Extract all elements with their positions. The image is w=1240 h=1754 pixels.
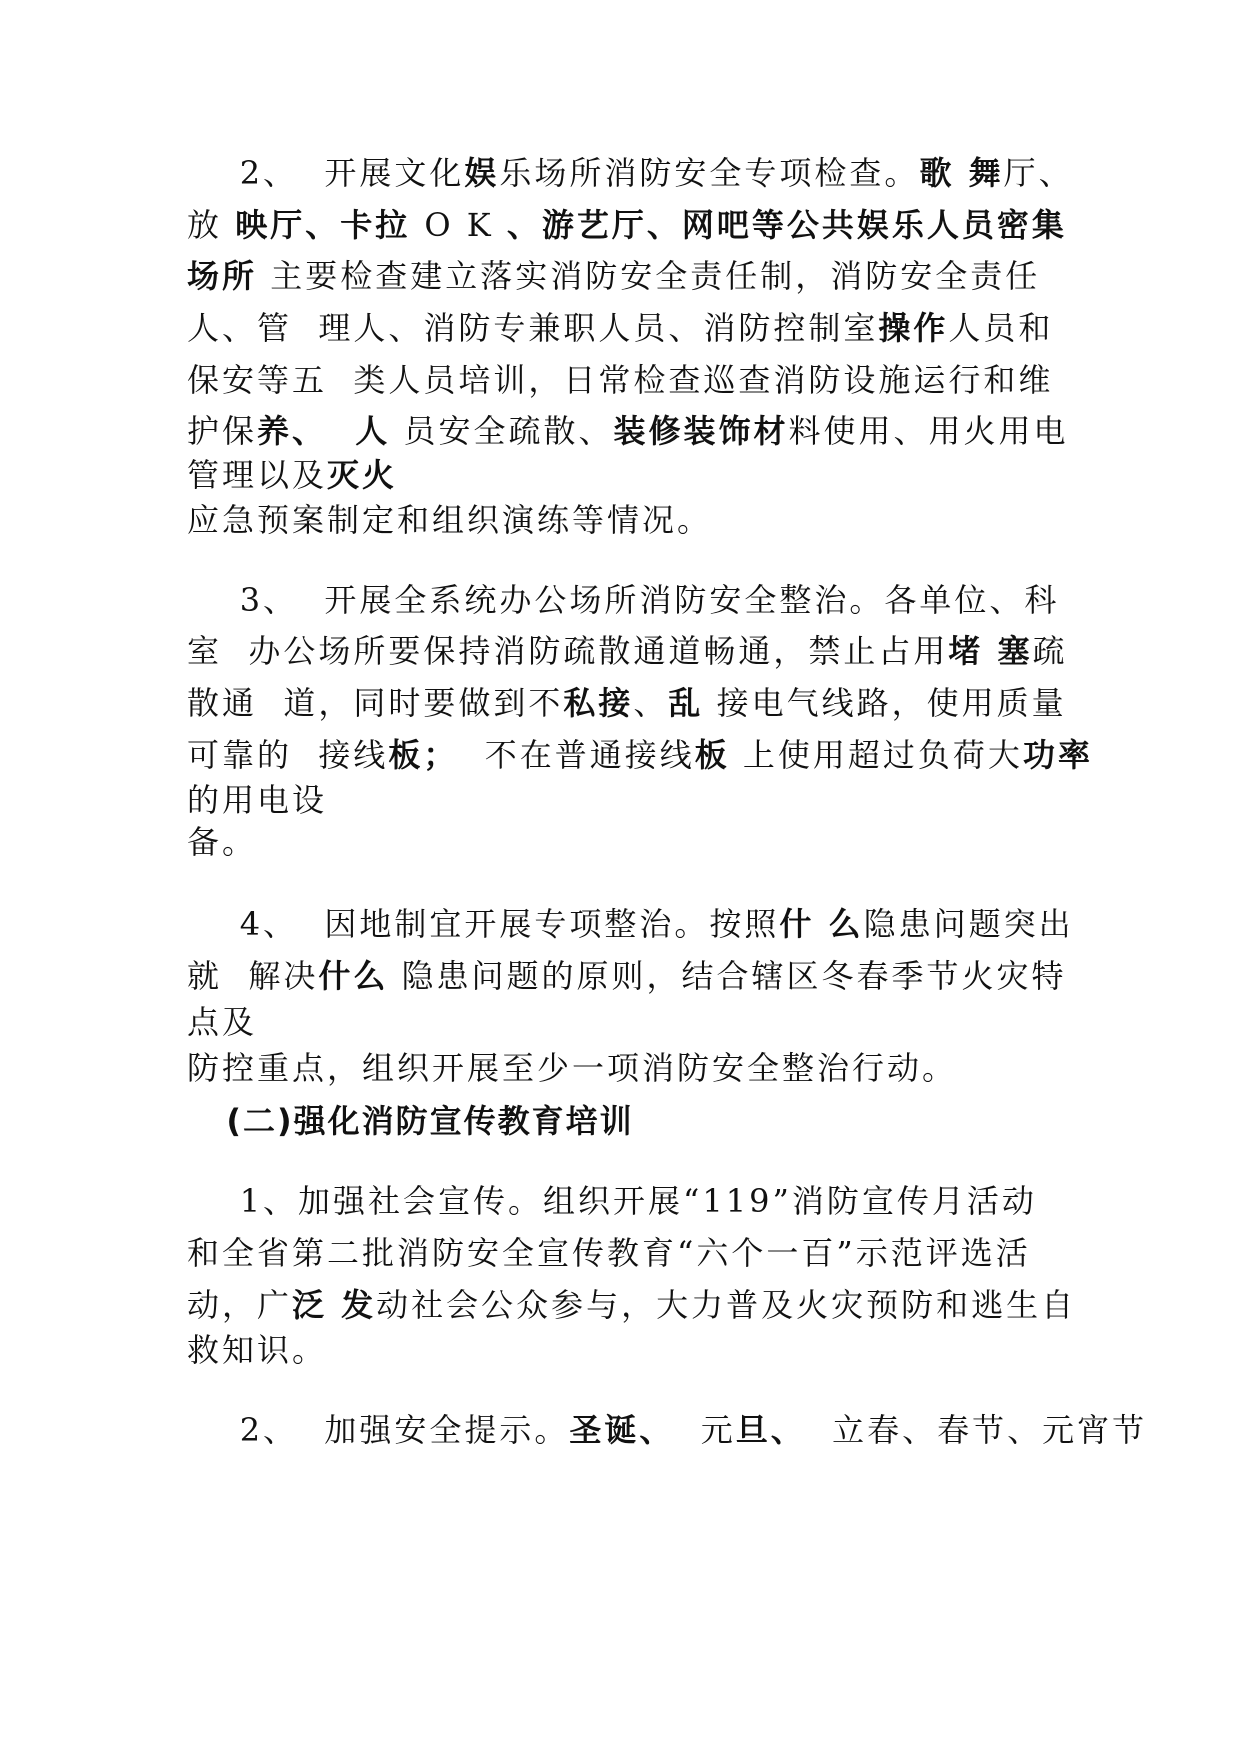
bold-text: 歌 舞 (919, 154, 1004, 192)
text-run: 料使用、用火用电 (788, 412, 1069, 450)
paragraph-line (187, 500, 1067, 540)
text-run: 保安等五 类人员培训，日常检查巡查消防设施运行和维 (187, 361, 1054, 399)
paragraph-line (187, 1285, 1077, 1325)
paragraph-line (187, 580, 1067, 620)
text-run: 立春、春节、元宵节 (805, 1411, 1148, 1449)
paragraph-line (187, 308, 1067, 348)
paragraph-line (187, 1181, 1067, 1221)
text-run: 散通 道，同时要做到不 (187, 684, 564, 722)
bold-text: 装修装饰材 (613, 412, 789, 450)
paragraph-line (187, 205, 1067, 245)
paragraph-line (187, 455, 1067, 495)
bold-text: 私接 (563, 684, 634, 722)
text-run: 员安全疏散、 (390, 412, 614, 450)
bold-text: (二)强化消防宣传教育培训 (187, 1102, 634, 1140)
text-run: 救知识。 (187, 1331, 328, 1369)
bold-text: 乱 (668, 684, 704, 722)
text-run: 应急预案制定和组织演练等情况。 (187, 501, 713, 539)
text-run: 3、 开展全系统办公场所消防安全整治。各单位、科 (187, 581, 1060, 619)
bold-text: 板 (694, 736, 730, 774)
text-run: 和全省第二批消防安全宣传教育“六个一百”示范评选活 (187, 1234, 1031, 1272)
paragraph-line (187, 780, 1067, 820)
paragraph-line (187, 411, 1067, 451)
bold-text: 操作 (878, 309, 949, 347)
text-run: 室 办公场所要保持消防疏散通道畅通，禁止占用 (187, 632, 949, 670)
text-run: 就 解决 (187, 957, 319, 995)
text-run: 1、加强社会宣传。组织开展“119”消防宣传月活动 (187, 1182, 1037, 1220)
text-run: 放 (187, 206, 236, 244)
text-run: 的用电设 (187, 781, 328, 819)
text-run: 主要检查建立落实消防安全责任制，消防安全责任 (257, 257, 1041, 295)
paragraph-line (187, 822, 1067, 862)
text-run: 防控重点，组织开展至少一项消防安全整治行动。 (187, 1049, 958, 1087)
text-run: O K (424, 206, 507, 244)
text-run: 隐患问题突出 (863, 905, 1074, 943)
text-run: 、 (633, 684, 669, 722)
paragraph-line (187, 1233, 1067, 1273)
paragraph-line (187, 683, 1067, 723)
bold-text: 娱 (464, 154, 500, 192)
bold-text: 圣诞、 (569, 1411, 675, 1449)
paragraph-line (187, 904, 1074, 944)
text-run: 点及 (187, 1003, 258, 1041)
bold-text: 泛 发 (292, 1286, 377, 1324)
text-run: 疏 (1032, 632, 1068, 670)
section-heading (187, 1101, 1067, 1141)
text-run: 人员和 (948, 309, 1054, 347)
text-run: 隐患问题的原则，结合辖区冬春季节火灾特 (388, 957, 1067, 995)
text-run: 2、 开展文化 (187, 154, 465, 192)
text-run: 厅、 (1003, 154, 1074, 192)
bold-text: 什么 (318, 957, 389, 995)
paragraph-line (187, 256, 1067, 296)
text-run: 可靠的 接线 (187, 736, 389, 774)
bold-text: 功率 (1022, 736, 1093, 774)
paragraph-line (187, 956, 1067, 996)
text-run: 护保 (187, 412, 258, 450)
paragraph-line (187, 360, 1067, 400)
text-run: 乐场所消防安全专项检查。 (499, 154, 920, 192)
paragraph-line (187, 1410, 1148, 1450)
bold-text: 灭火 (327, 456, 398, 494)
bold-text: 场所 (187, 257, 258, 295)
paragraph-line (187, 631, 1067, 671)
bold-text: 、游艺厅、网吧等公共娱乐人员密集 (506, 206, 1067, 244)
paragraph-line (187, 153, 1074, 193)
text-run: 人、管 理人、消防专兼职人员、消防控制室 (187, 309, 879, 347)
text-run: 不在普通接线 (458, 736, 695, 774)
bold-text: 什 么 (779, 905, 864, 943)
paragraph-line (187, 1330, 1067, 1370)
paragraph-line (187, 1002, 1067, 1042)
text-run: 动社会公众参与，大力普及火灾预防和逃生自 (376, 1286, 1077, 1324)
text-run: 备。 (187, 823, 258, 861)
bold-text: 映厅、卡拉 (235, 206, 425, 244)
bold-text: 堵 塞 (948, 632, 1033, 670)
text-run: 4、 因地制宜开展专项整治。按照 (187, 905, 780, 943)
text-run: 动，广 (187, 1286, 293, 1324)
text-run: 接电气线路，使用质量 (703, 684, 1067, 722)
bold-text: 板； (388, 736, 459, 774)
paragraph-line (187, 735, 1093, 775)
text-run: 元 (674, 1411, 736, 1449)
text-run: 管理以及 (187, 456, 328, 494)
bold-text: 旦、 (735, 1411, 806, 1449)
text-run: 上使用超过负荷大 (729, 736, 1023, 774)
bold-text: 养、 人 (257, 412, 391, 450)
text-run: 2、 加强安全提示。 (187, 1411, 570, 1449)
paragraph-line (187, 1048, 1067, 1088)
